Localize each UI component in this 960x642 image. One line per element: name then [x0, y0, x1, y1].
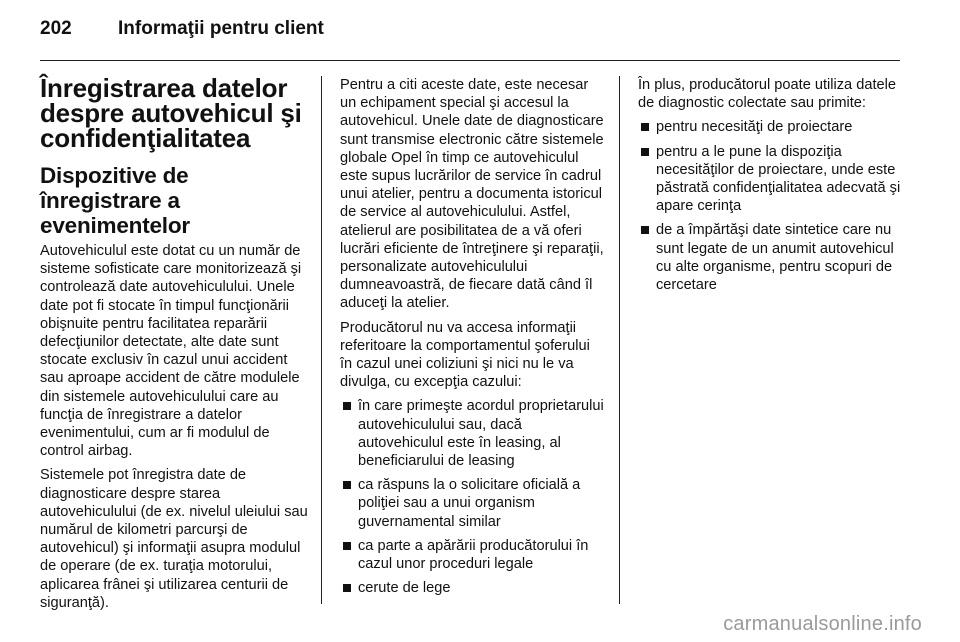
paragraph: Sistemele pot înregistra date de diagnosticare despre starea autovehiculului (de ex. nivelul uleiului sau numărul de kilometri parcurşi de autovehicul) şi informaţii asupra modulul de operare (de ex. turaţia motorului, aplicarea frânei şi utilizarea centurii de siguranţă).	[40, 467, 308, 611]
list-item: pentru a le pune la dispoziţia necesităţilor de proiectare, unde este păstrată confidenţialitatea adecvată şi apare cerinţa	[638, 143, 902, 216]
section-title: Informaţii pentru client	[118, 18, 324, 39]
column-right	[638, 76, 902, 300]
list-item: cerute de lege	[340, 579, 606, 597]
paragraph: În plus, producătorul poate utiliza datele de diagnostic colectate sau primite:	[638, 77, 896, 112]
paragraph: Pentru a citi aceste date, este necesar un echipament special şi accesul la autovehicul. Unele date de diagnosticare sunt transmise electronic către sistemele globale Opel în timp ce autovehiculul este supus lucrărilor de service în cadrul unui atelier, pentru a documenta istoricul de service al autovehiculului. Astfel, atelierul are posibilitatea de a vă oferi lucrări eficiente de întreţinere şi reparaţii, personalizate autovehiculului dumneavoastră, de fiecare dată când îl aduceţi la atelier.	[340, 77, 604, 312]
page-number: 202	[40, 18, 72, 39]
page-header	[40, 18, 324, 46]
article-subtitle: Dispozitive de înregistrare a evenimentelor	[40, 163, 190, 238]
list-item: în care primeşte acordul proprietarului autovehiculului sau, dacă autovehiculul este în leasing, al beneficiarului de leasing	[340, 397, 606, 470]
list-item: ca răspuns la o solicitare oficială a poliţiei sau a unui organism guvernamental similar	[340, 476, 606, 531]
list-item: de a împărtăşi date sintetice care nu sunt legate de un anumit autovehicul cu alte organisme, pentru scopuri de cercetare	[638, 221, 902, 294]
article-title: Înregistrarea datelor despre autovehicul şi confidenţialitatea	[40, 73, 302, 153]
bullet-list	[340, 397, 606, 597]
watermark: carmanualsonline.info	[723, 613, 922, 635]
paragraph: Producătorul nu va accesa informaţii referitoare la comportamentul şoferului în cazul unei coliziuni şi nici nu le va divulga, cu excepţia cazului:	[340, 319, 590, 391]
paragraph: Autovehiculul este dotat cu un număr de sisteme sofisticate care monitorizează şi controlează date autovehiculului. Unele date pot fi stocate în timpul funcţionării obişnuite pentru facilitatea reparării defecţiunilor detectate, alte date sunt stocate exclusiv în cazul unui accident sau aproape accident de către modulele din sistemele autovehiculului care au funcţia de înregistrare a datelor evenimentului, cum ar fi modulul de control airbag.	[40, 243, 302, 460]
list-item: pentru necesităţi de proiectare	[638, 118, 902, 136]
column-divider	[321, 76, 322, 604]
header-rule	[40, 60, 900, 61]
column-middle	[340, 76, 606, 603]
list-item: ca parte a apărării producătorului în cazul unor proceduri legale	[340, 537, 606, 573]
bullet-list	[638, 118, 902, 294]
column-left	[40, 73, 308, 618]
column-divider	[619, 76, 620, 604]
